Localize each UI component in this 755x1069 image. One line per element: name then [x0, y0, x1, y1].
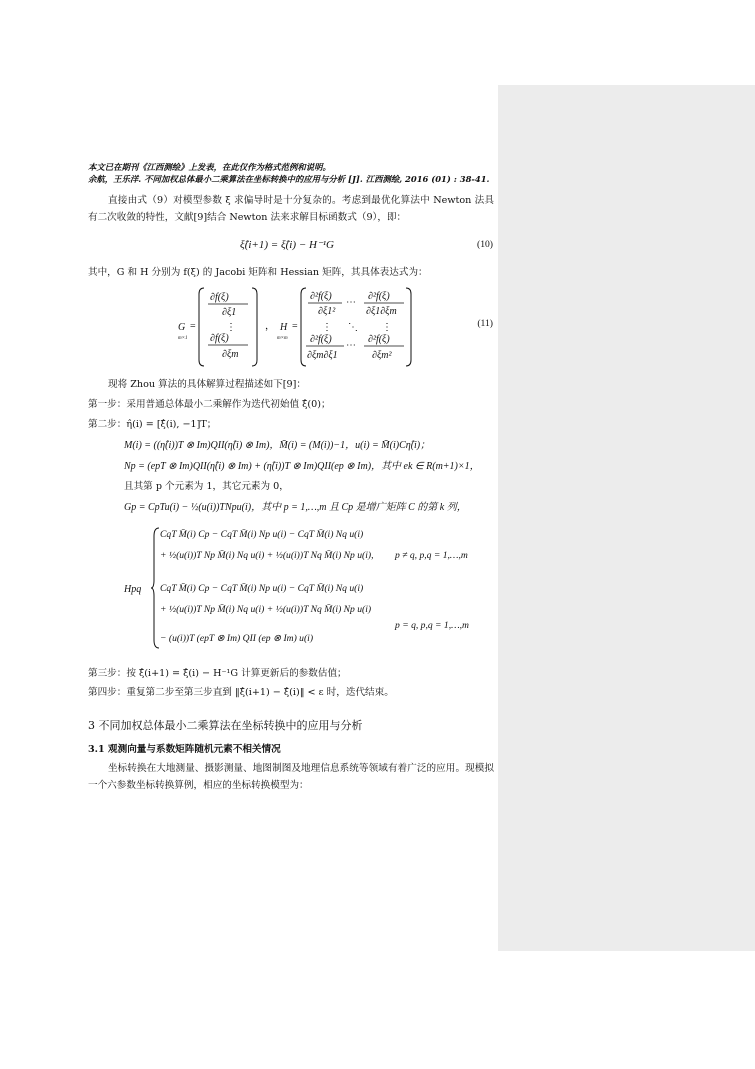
- g-symbol: G: [178, 322, 186, 333]
- h-subscript: m×m: [277, 336, 288, 341]
- g-bot-num: ∂f(ξ): [210, 333, 229, 344]
- equation-11-number: (11): [477, 318, 493, 329]
- h-col1-vdots: ⋮: [322, 322, 332, 333]
- hpq-condition2: p = q, p,q = 1,…,m: [395, 620, 469, 631]
- g-equals: =: [190, 321, 196, 332]
- publication-notice: 本文已在期刊《江西测绘》上发表，在此仅作为格式范例和说明。: [88, 162, 331, 172]
- g-top-num: ∂f(ξ): [210, 292, 229, 303]
- h11-num: ∂²f(ξ): [310, 291, 332, 302]
- hpq-condition1: p ≠ q, p,q = 1,…,m: [395, 550, 468, 561]
- step-two-m-formula: M(i) = ((η̂(i))T ⊗ Im)QII(η̂(i) ⊗ Im)，M̄(i) = (M(i))−1，u(i) = M̄(i)Cη̂(i)；: [124, 440, 431, 451]
- h-rowm-dots: ⋯: [346, 340, 356, 351]
- equation-11-matrices: [170, 284, 430, 370]
- section-3-heading: 3 不同加权总体最小二乘算法在坐标转换中的应用与分析: [88, 719, 363, 732]
- h11-den: ∂ξ1²: [318, 306, 336, 317]
- step-two-g-formula: Gp = CpTu(i) − ½(u(i))TNpu(i)，其中 p = 1,…,m 且 Cp 是增广矩阵 C 的第 k 列，: [124, 502, 467, 513]
- paragraph-newton: 直接由式（9）对模型参数 ξ 求偏导时是十分复杂的。考虑到最优化算法中 Newton 法具有二次收敛的特性，文献[9]结合 Newton 法来求解目标函数式（9），即：: [88, 195, 494, 223]
- g-subscript: m×1: [178, 336, 188, 341]
- hmm-den: ∂ξm²: [372, 350, 392, 361]
- equation-10-number: (10): [477, 239, 493, 250]
- comment-sidebar: [498, 85, 755, 951]
- hm1-num: ∂²f(ξ): [310, 334, 332, 345]
- h-ddots: ⋱: [348, 322, 358, 333]
- hpq-brace: [150, 526, 160, 650]
- paragraph-jacobi-hessian: 其中，G 和 H 分别为 f(ξ) 的 Jacobi 矩阵和 Hessian 矩阵，其具体表达式为：: [88, 267, 428, 278]
- h-colm-vdots: ⋮: [382, 322, 392, 333]
- hpq-symbol: Hpq: [124, 584, 142, 595]
- hm1-den: ∂ξm∂ξ1: [307, 350, 338, 361]
- step-three: 第三步：按 ξ̂(i+1) = ξ̂(i) − H⁻¹G 计算更新后的参数估值；: [88, 668, 347, 679]
- equation-10: ξ̂(i+1) = ξ̂(i) − H⁻¹G: [240, 239, 334, 251]
- step-two: 第二步：η̂(i) = [ξ̂(i), −1]T；: [88, 419, 217, 430]
- h1m-num: ∂²f(ξ): [368, 291, 390, 302]
- step-two-n-formula: Np = (epT ⊗ Im)QII(η̂(i) ⊗ Im) + (η̂(i))T ⊗ Im)QII(ep ⊗ Im)，其中 ek ∈ R(m+1)×1，: [124, 461, 480, 472]
- hmm-num: ∂²f(ξ): [368, 334, 390, 345]
- matrix-comma: ，: [265, 321, 275, 332]
- g-bot-den: ∂ξm: [222, 349, 239, 360]
- step-two-element-note: 且其第 p 个元素为 1，其它元素为 0，: [124, 481, 289, 492]
- hpq-row1: CqT M̄(i) Cp − CqT M̄(i) Np u(i) − CqT M̄(i) Nq u(i): [160, 529, 364, 540]
- h-symbol: H: [280, 322, 288, 333]
- h-equals: =: [292, 321, 298, 332]
- paragraph-coordinate-transform: 坐标转换在大地测量、摄影测量、地图制图及地理信息系统等领域有着广泛的应用。现模拟一个六参数坐标转换算例，相应的坐标转换模型为：: [88, 763, 494, 791]
- hpq-row5: − (u(i))T (epT ⊗ Im) QII (ep ⊗ Im) u(i): [160, 633, 314, 644]
- g-vdots: ⋮: [226, 322, 236, 333]
- step-four: 第四步：重复第二步至第三步直到 ‖ξ̂(i+1) − ξ̂(i)‖ < ε 时，迭代结束。: [88, 687, 394, 698]
- section-3-1-heading: 3.1 观测向量与系数矩阵随机元素不相关情况: [88, 744, 281, 755]
- hpq-row3: CqT M̄(i) Cp − CqT M̄(i) Np u(i) − CqT M̄(i) Nq u(i): [160, 583, 364, 594]
- hpq-row2: + ½(u(i))T Np M̄(i) Nq u(i) + ½(u(i))T Nq M̄(i) Np u(i),: [160, 550, 374, 561]
- g-top-den: ∂ξ1: [222, 307, 237, 318]
- step-one: 第一步：采用普通总体最小二乘解作为迭代初始值 ξ̂(0)；: [88, 399, 331, 410]
- paragraph-zhou-algorithm: 现将 Zhou 算法的具体解算过程描述如下[9]：: [108, 379, 306, 390]
- h-row1-dots: ⋯: [346, 297, 356, 308]
- h1m-den: ∂ξ1∂ξm: [366, 306, 397, 317]
- citation-notice: 余航，王乐洋. 不同加权总体最小二乘算法在坐标转换中的应用与分析 [J]. 江西测绘, 2016 (01) : 38-41.: [88, 174, 490, 184]
- hpq-row4: + ½(u(i))T Np M̄(i) Nq u(i) + ½(u(i))T Nq M̄(i) Np u(i): [160, 604, 372, 615]
